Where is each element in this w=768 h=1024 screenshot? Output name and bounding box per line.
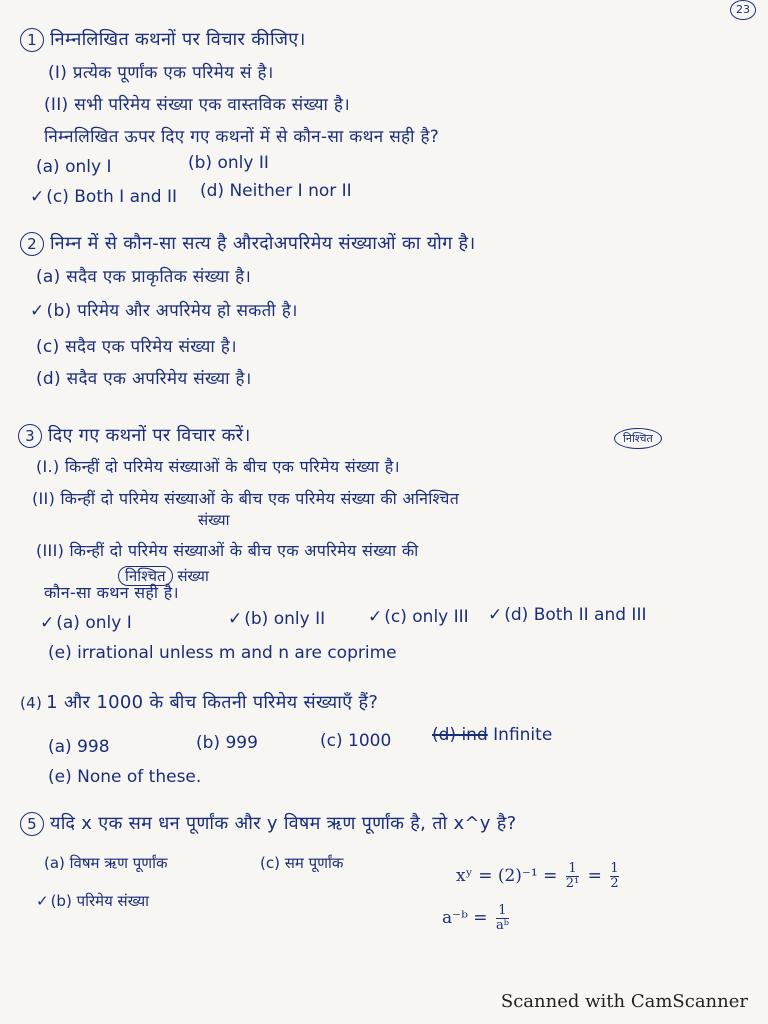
q5-working-1-num1: 1 bbox=[568, 861, 577, 876]
q5-option-b bbox=[36, 890, 149, 912]
q5-working-2-num: 1 bbox=[498, 903, 507, 918]
q4-option-d-struck: (d) ind bbox=[432, 725, 488, 745]
check-mark-icon: ✓ bbox=[368, 607, 383, 627]
q3-option-d-text: (d) Both II and III bbox=[504, 605, 647, 625]
q3-statement-2-continuation: संख्या bbox=[198, 511, 230, 529]
q3-statement-3: (III) किन्हीं दो परिमेय संख्याओं के बीच एक अपरिमेय संख्या की bbox=[36, 541, 419, 560]
q2-number: 2 bbox=[20, 232, 44, 256]
q3-statement-3-continuation: संख्या bbox=[177, 567, 209, 585]
q5-working-1 bbox=[456, 862, 622, 891]
q2-option-a: (a) सदैव एक प्राकृतिक संख्या है। bbox=[36, 267, 252, 287]
q3-option-b-text: (b) only II bbox=[244, 609, 326, 629]
q2-option-b bbox=[30, 300, 298, 322]
q3-option-a bbox=[40, 612, 132, 634]
q3-option-e: (e) irrational unless m and n are coprime bbox=[48, 643, 397, 663]
q2-option-b-text: (b) परिमेय और अपरिमेय हो सकती है। bbox=[46, 301, 298, 321]
q5-working-1-den2: 2 bbox=[610, 876, 619, 891]
q1-statement-2: (II) सभी परिमेय संख्या एक वास्तविक संख्या है। bbox=[44, 95, 350, 115]
page-number: 23 bbox=[730, 0, 756, 20]
q1-option-c bbox=[30, 186, 177, 208]
q3-question: कौन-सा कथन सही है। bbox=[44, 583, 179, 602]
q5-option-b-text: (b) परिमेय संख्या bbox=[50, 892, 150, 910]
q1-statement-1: (I) प्रत्येक पूर्णांक एक परिमेय सं है। bbox=[48, 63, 274, 83]
check-mark-icon: ✓ bbox=[488, 605, 503, 625]
q4-option-c: (c) 1000 bbox=[320, 731, 392, 751]
q4-title bbox=[20, 692, 378, 714]
q3-circled-word: निश्चित bbox=[118, 566, 173, 586]
q1-title-text: निम्नलिखित कथनों पर विचार कीजिए। bbox=[50, 29, 306, 50]
q5-title-text: यदि x एक सम धन पूर्णांक और y विषम ऋण पूर्णांक है, तो x^y है? bbox=[50, 813, 517, 834]
q3-statement-2: (II) किन्हीं दो परिमेय संख्याओं के बीच एक परिमेय संख्या की अनिश्चित bbox=[32, 489, 460, 508]
q3-option-d bbox=[488, 604, 646, 626]
q1-question: निम्नलिखित ऊपर दिए गए कथनों में से कौन-सा कथन सही है? bbox=[44, 127, 440, 147]
check-mark-icon: ✓ bbox=[30, 187, 45, 207]
q1-option-a: (a) only I bbox=[36, 157, 112, 177]
check-mark-icon: ✓ bbox=[228, 609, 243, 629]
q1-title bbox=[20, 28, 306, 52]
q5-working-2-lhs: a⁻ᵇ = bbox=[442, 908, 488, 928]
q5-working-1-den1: 2¹ bbox=[565, 876, 580, 891]
q4-option-d-text: Infinite bbox=[493, 725, 553, 745]
q3-title-text: दिए गए कथनों पर विचार करें। bbox=[48, 425, 251, 446]
check-mark-icon: ✓ bbox=[36, 892, 49, 910]
q3-bubble-note: निश्चित bbox=[614, 428, 662, 449]
q2-option-d: (d) सदैव एक अपरिमेय संख्या है। bbox=[36, 369, 252, 389]
q2-title-text: निम्न में से कौन-सा सत्य है औरदोअपरिमेय संख्याओं का योग है। bbox=[50, 233, 476, 254]
q4-option-a: (a) 998 bbox=[48, 737, 110, 757]
q5-working-1-lhs: xʸ = (2)⁻¹ = bbox=[456, 866, 558, 886]
q4-option-d bbox=[432, 724, 552, 746]
scanner-watermark: Scanned with CamScanner bbox=[500, 991, 748, 1012]
q1-option-b: (b) only II bbox=[188, 153, 269, 173]
q5-number: 5 bbox=[20, 812, 44, 836]
q5-working-1-eq: = bbox=[587, 866, 602, 886]
q3-option-b bbox=[228, 608, 325, 630]
q3-title bbox=[18, 424, 251, 448]
q5-working-1-num2: 1 bbox=[610, 861, 619, 876]
q4-number: (4) bbox=[20, 694, 43, 712]
q5-title bbox=[20, 812, 516, 836]
q5-working-2-den: aᵇ bbox=[495, 918, 509, 933]
q2-title bbox=[20, 232, 476, 256]
q5-option-a: (a) विषम ऋण पूर्णांक bbox=[44, 854, 168, 872]
q5-option-c: (c) सम पूर्णांक bbox=[260, 854, 344, 872]
q3-number: 3 bbox=[18, 424, 42, 448]
q3-option-c-text: (c) only III bbox=[384, 607, 469, 627]
check-mark-icon: ✓ bbox=[30, 301, 45, 321]
q5-working-2 bbox=[442, 904, 512, 933]
check-mark-icon: ✓ bbox=[40, 613, 55, 633]
q4-title-text: 1 और 1000 के बीच कितनी परिमेय संख्याएँ हैं? bbox=[46, 692, 379, 713]
q1-number: 1 bbox=[20, 28, 44, 52]
q2-option-c: (c) सदैव एक परिमेय संख्या है। bbox=[36, 337, 237, 357]
q3-statement-1: (I.) किन्हीं दो परिमेय संख्याओं के बीच एक परिमेय संख्या है। bbox=[36, 457, 400, 476]
q4-option-b: (b) 999 bbox=[196, 733, 258, 753]
q4-option-e: (e) None of these. bbox=[48, 767, 202, 787]
q1-option-d: (d) Neither I nor II bbox=[200, 181, 352, 201]
q3-option-a-text: (a) only I bbox=[56, 613, 132, 633]
q3-option-c bbox=[368, 606, 469, 628]
q1-option-c-text: (c) Both I and II bbox=[46, 187, 178, 207]
